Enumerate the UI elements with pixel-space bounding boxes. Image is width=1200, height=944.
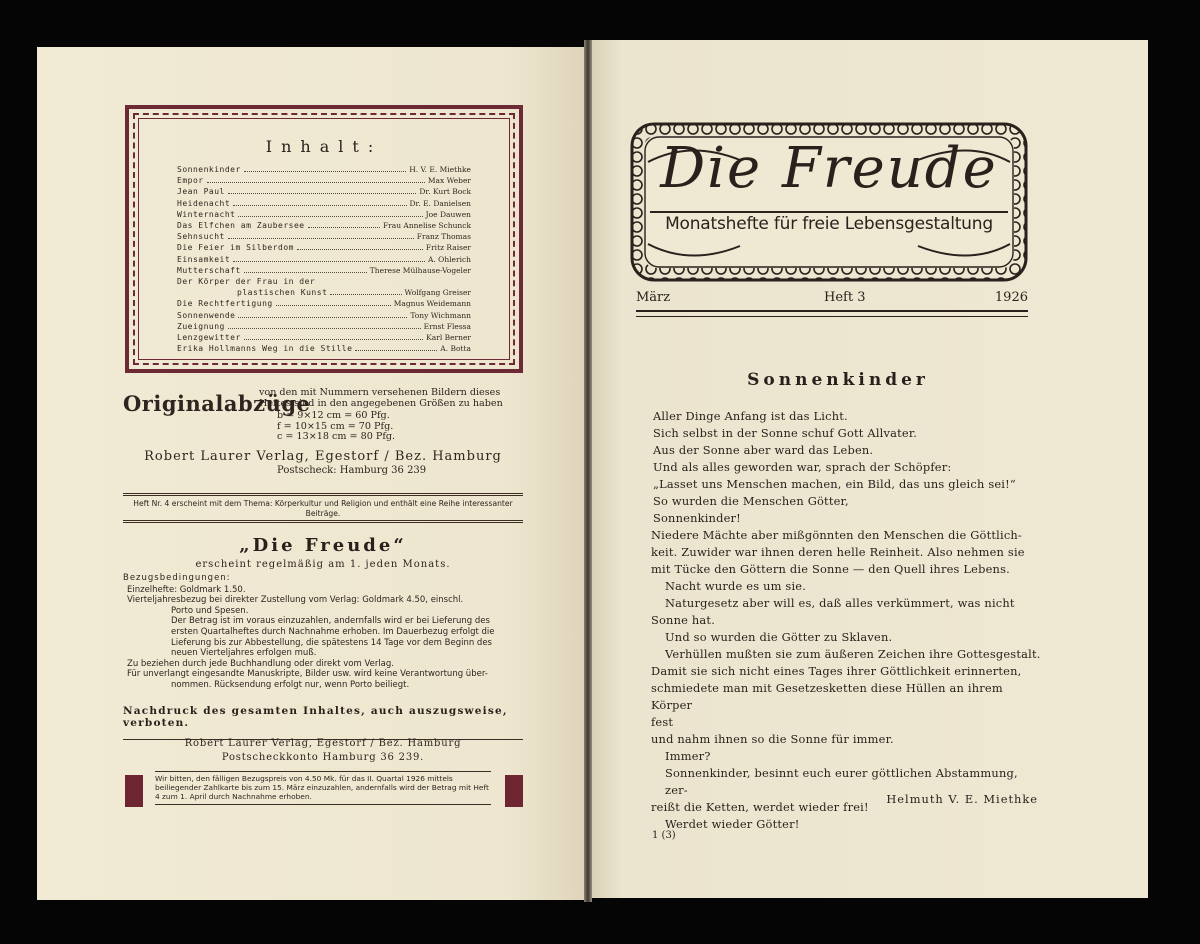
toc-entry: [177, 220, 471, 231]
print-size-c: c = 13×18 cm = 80 Pfg.: [277, 431, 396, 442]
toc-leader-dots: [207, 177, 425, 183]
original-prints-publisher: Robert Laurer Verlag, Egestorf / Bez. Hamburg: [144, 449, 502, 464]
poem-line: mit Tücke den Göttern die Sonne — den Quell ihres Lebens.: [651, 562, 1010, 576]
toc-entry-author: A. Botta: [440, 344, 471, 354]
toc-entry: [177, 198, 471, 209]
poem-line: Sich selbst in der Sonne schuf Gott Allvater.: [653, 426, 918, 440]
toc-list: [177, 164, 471, 354]
toc-leader-dots: [244, 166, 406, 172]
toc-leader-dots: [244, 267, 367, 273]
toc-entry-title: Sonnenwende: [177, 310, 236, 320]
payment-request-box: [125, 771, 523, 811]
toc-entry-author: Tony Wichmann: [410, 310, 471, 320]
reprint-notice: Nachdruck des gesamten Inhaltes, auch auszugsweise, verboten.: [123, 705, 523, 740]
toc-entry-title: Einsamkeit: [177, 254, 231, 264]
toc-entry: [177, 276, 471, 287]
masthead-title: Die Freude: [660, 136, 998, 201]
toc-entry: [177, 310, 471, 321]
terms-line: neuen Vierteljahres erfolgen muß.: [171, 648, 317, 659]
poem-title: Sonnenkinder: [747, 370, 929, 390]
issue-month: März: [636, 290, 671, 305]
toc-entry-title: Winternacht: [177, 209, 236, 219]
right-page: [588, 40, 1148, 898]
print-size-f: f = 10×15 cm = 70 Pfg.: [277, 420, 394, 432]
poem-line: Naturgesetz aber will es, daß alles verkümmert, was nicht: [665, 596, 1015, 610]
poem-line: Damit sie sich nicht eines Tages ihrer Göttlichkeit erinnerten,: [651, 664, 1022, 678]
terms-line: Lieferung bis zur Abbestellung, die spätestens 14 Tage vor dem Beginn des: [171, 637, 492, 648]
terms-line: Vierteljahresbezug bei direkter Zustellung vom Verlag: Goldmark 4.50, einschl.: [127, 595, 464, 606]
payment-request-text: Wir bitten, den fälligen Bezugspreis von 4.50 Mk. für das II. Quartal 1926 mittels beiliegender Zahlkarte bis zum 15. März einzuzahlen, andernfalls wird der Betrag mit Heft 4 zum 1. April durch Nachnahme erhoben.: [155, 771, 491, 805]
toc-entry-author: Franz Thomas: [416, 232, 471, 242]
poem-author: Helmuth V. E. Miethke: [886, 792, 1038, 806]
toc-entry: [177, 242, 471, 253]
print-size-b: b = 9×12 cm = 60 Pfg.: [277, 410, 390, 421]
toc-entry: [177, 265, 471, 276]
toc-entry-title: Die Rechtfertigung: [177, 299, 273, 309]
toc-leader-dots: [238, 211, 422, 217]
toc-leader-dots: [238, 312, 407, 318]
toc-entry: [177, 287, 471, 298]
right-ornament-bar: [505, 775, 523, 807]
poem-line: So wurden die Menschen Götter,: [653, 494, 849, 508]
original-prints-account: Postscheck: Hamburg 36 239: [277, 465, 427, 476]
original-prints-description: von den mit Nummern versehenen Bildern dieses Heftes sind in den angegebenen Größen zu haben: [259, 387, 503, 409]
next-issue-notice: Heft Nr. 4 erscheint mit dem Thema: Körperkultur und Religion und enthält eine Reihe interessanter Beiträge.: [123, 493, 523, 523]
toc-entry-author: Wolfgang Greiser: [404, 288, 471, 298]
toc-entry-title: Mutterschaft: [177, 265, 241, 275]
poem-line: Sonne hat.: [651, 613, 716, 627]
toc-entry-author: Dr. E. Danielsen: [409, 198, 471, 208]
toc-entry-title: Das Elfchen am Zaubersee: [177, 221, 305, 231]
toc-leader-dots: [276, 300, 391, 306]
issue-year: 1926: [994, 290, 1028, 305]
toc-title: Inhalt:: [265, 137, 383, 156]
subscription-terms: [123, 573, 523, 691]
toc-entry: [177, 343, 471, 354]
table-of-contents-box: [125, 105, 523, 373]
terms-lines: [123, 585, 523, 691]
toc-leader-dots: [228, 188, 417, 194]
toc-leader-dots: [233, 256, 425, 262]
toc-entry-author: Magnus Weidemann: [393, 299, 471, 309]
terms-line: Zu beziehen durch jede Buchhandlung oder direkt vom Verlag.: [127, 658, 394, 669]
masthead: [630, 122, 1028, 282]
toc-leader-dots: [297, 244, 423, 250]
publisher-account: Postscheckkonto Hamburg 36 239.: [221, 752, 425, 763]
poem-line: fest: [651, 715, 674, 729]
toc-entry-title: Die Feier im Silberdom: [177, 243, 294, 253]
publisher-block: [123, 737, 523, 765]
terms-line: Einzelhefte: Goldmark 1.50.: [127, 584, 246, 595]
toc-entry: [177, 321, 471, 332]
toc-entry: [177, 175, 471, 186]
poem-line: Verhüllen mußten sie zum äußeren Zeichen ihre Gottesgestalt.: [665, 647, 1041, 661]
toc-entry-author: Karl Berner: [426, 333, 471, 343]
poem-line: und nahm ihnen so die Sonne für immer.: [651, 732, 894, 746]
poem-body: [651, 408, 1041, 833]
freude-heading: „Die Freude“: [239, 535, 407, 556]
toc-entry: [177, 164, 471, 175]
toc-entry-title: Heidenacht: [177, 198, 231, 208]
terms-line: Für unverlangt eingesandte Manuskripte, Bilder usw. wird keine Verantwortung über-: [127, 669, 488, 680]
toc-entry-title: plastischen Kunst: [237, 288, 328, 298]
toc-entry-title: Der Körper der Frau in der: [177, 277, 316, 287]
terms-heading: Bezugsbedingungen:: [123, 573, 231, 583]
poem-line: Immer?: [665, 749, 711, 763]
toc-leader-dots: [330, 289, 401, 295]
toc-entry: [177, 186, 471, 197]
toc-entry: [177, 254, 471, 265]
left-page: [37, 47, 590, 900]
toc-leader-dots: [244, 334, 423, 340]
toc-entry: [177, 231, 471, 242]
toc-leader-dots: [228, 233, 414, 239]
toc-entry-author: H. V. E. Miethke: [409, 165, 471, 174]
poem-line: Aller Dinge Anfang ist das Licht.: [653, 409, 848, 423]
book-gutter: [584, 40, 592, 902]
terms-line: ersten Quartalheftes durch Nachnahme erhoben. Im Dauerbezug erfolgt die: [171, 626, 495, 637]
toc-entry-author: Dr. Kurt Bock: [419, 187, 471, 197]
toc-entry-title: Empor: [177, 176, 204, 186]
poem-line: Werdet wieder Götter!: [665, 817, 800, 831]
poem-line: Niedere Mächte aber mißgönnten den Menschen die Göttlich-: [651, 528, 1022, 542]
issue-number: Heft 3: [824, 290, 866, 305]
poem-line: keit. Zuwider war ihnen deren helle Reinheit. Also nehmen sie: [651, 545, 1025, 559]
toc-entry-title: Zueignung: [177, 321, 225, 331]
poem-line: Aus der Sonne aber ward das Leben.: [653, 443, 874, 457]
left-ornament-bar: [125, 775, 143, 807]
terms-line: nommen. Rücksendung erfolgt nur, wenn Porto beiliegt.: [171, 679, 410, 690]
toc-entry-title: Erika Hollmanns Weg in die Stille: [177, 344, 353, 354]
toc-entry: [177, 332, 471, 343]
original-prints-title: Originalabzüge: [123, 391, 311, 416]
toc-entry-title: Jean Paul: [177, 187, 225, 197]
toc-entry: [177, 298, 471, 309]
masthead-subtitle: Monatshefte für freie Lebensgestaltung: [665, 214, 993, 234]
toc-entry: [177, 209, 471, 220]
toc-entry-author: Frau Annelise Schunck: [382, 221, 471, 231]
poem-line: Nacht wurde es um sie.: [665, 579, 807, 593]
page-number: 1 (3): [652, 830, 676, 841]
poem-line: Und als alles geworden war, sprach der Schöpfer:: [653, 460, 952, 474]
toc-entry-author: Joe Dauwen: [425, 209, 471, 219]
toc-leader-dots: [308, 222, 380, 228]
poem-line: Und so wurden die Götter zu Sklaven.: [665, 630, 893, 644]
publisher-name: Robert Laurer Verlag, Egestorf / Bez. Hamburg: [184, 738, 462, 749]
toc-entry-author: Max Weber: [427, 176, 471, 186]
poem-line: reißt die Ketten, werdet wieder frei!: [651, 800, 869, 814]
issue-divider: [636, 310, 1028, 317]
toc-leader-dots: [233, 200, 406, 206]
toc-inner-frame: [133, 113, 515, 365]
toc-entry-author: Fritz Raiser: [425, 243, 471, 253]
poem-line: schmiedete man mit Gesetzesketten diese Hüllen an ihrem Körper: [651, 681, 1003, 712]
toc-entry-title: Sehnsucht: [177, 232, 225, 242]
toc-entry-author: Ernst Flessa: [423, 321, 471, 331]
toc-entry-title: Sonnenkinder: [177, 165, 241, 174]
toc-entry-author: Therese Mülhause-Vogeler: [369, 265, 471, 275]
print-size-list: [277, 411, 395, 443]
toc-entry-author: A. Ohlerich: [427, 254, 471, 264]
poem-line: Sonnenkinder!: [653, 511, 741, 525]
poem-line: Sonnenkinder, besinnt euch eurer göttlichen Abstammung, zer-: [665, 766, 1018, 797]
toc-entry-title: Lenzgewitter: [177, 333, 241, 343]
toc-leader-dots: [355, 345, 437, 351]
toc-leader-dots: [228, 323, 421, 329]
freude-subheading: erscheint regelmäßig am 1. jeden Monats.: [195, 559, 451, 570]
terms-line: Der Betrag ist im voraus einzuzahlen, andernfalls wird er bei Lieferung des: [171, 616, 490, 627]
poem-line: „Lasset uns Menschen machen, ein Bild, das uns gleich sei!“: [653, 477, 1016, 491]
terms-line: Porto und Spesen.: [171, 605, 249, 616]
